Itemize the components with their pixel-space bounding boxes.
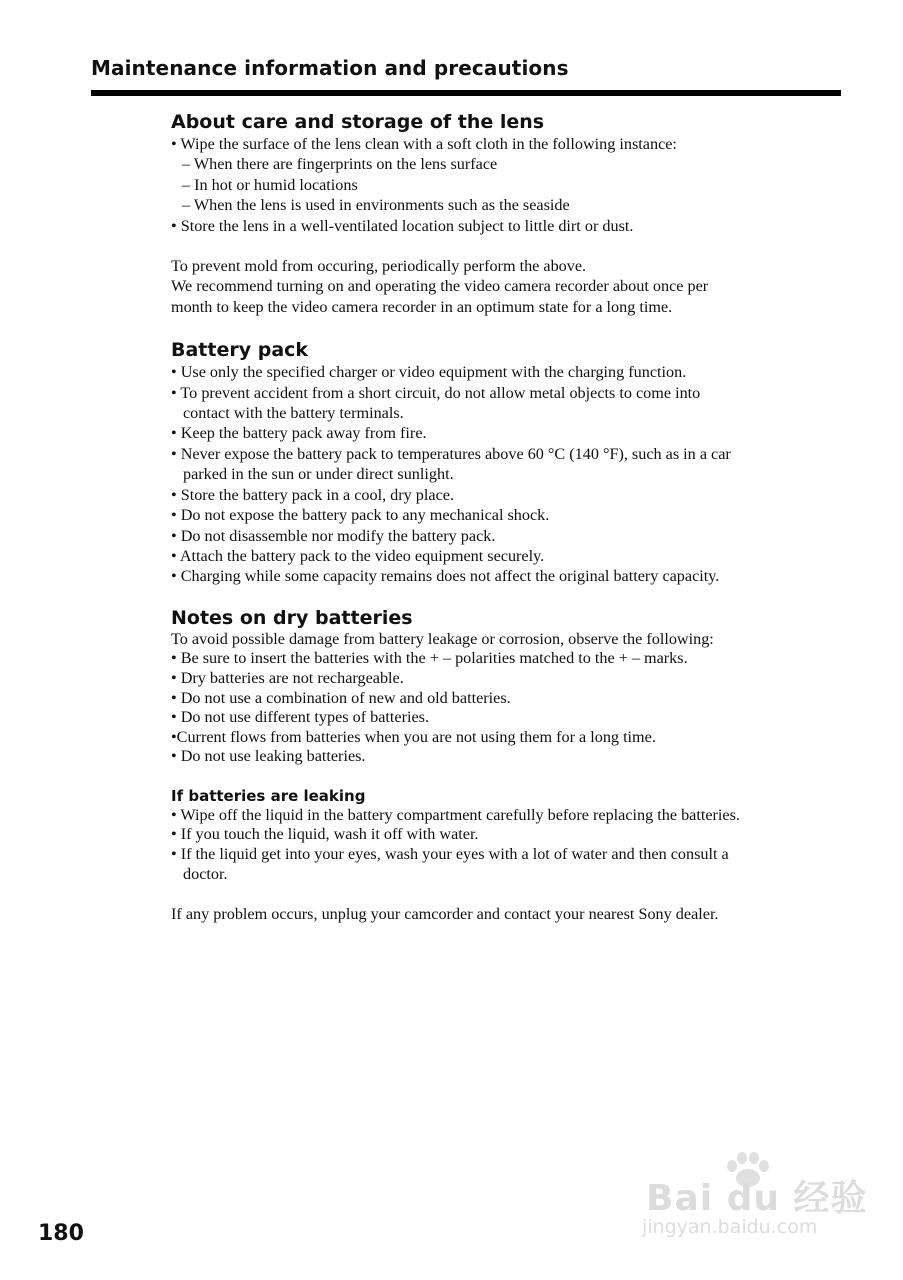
lens-heading: About care and storage of the lens xyxy=(171,111,545,133)
battery-bullet: • Store the battery pack in a cool, dry place. xyxy=(171,485,454,504)
battery-bullet-continuation: parked in the sun or under direct sunlight. xyxy=(183,465,454,484)
header-rule xyxy=(91,90,841,96)
closing-note: If any problem occurs, unplug your camcorder and contact your nearest Sony dealer. xyxy=(171,905,719,924)
leaking-bullet: • If the liquid get into your eyes, wash your eyes with a lot of water and then consult a xyxy=(171,845,729,864)
dry-batteries-bullet: • Do not use leaking batteries. xyxy=(171,747,366,766)
battery-bullet: • Use only the specified charger or video equipment with the charging function. xyxy=(171,363,687,382)
page-content xyxy=(171,110,851,925)
dry-batteries-bullet: • Do not use a combination of new and old batteries. xyxy=(171,688,511,707)
battery-bullet: • Charging while some capacity remains does not affect the original battery capacity. xyxy=(171,567,720,586)
section-leaking xyxy=(171,787,851,925)
lens-bullet: • Store the lens in a well-ventilated location subject to little dirt or dust. xyxy=(171,216,634,235)
battery-heading: Battery pack xyxy=(171,339,309,362)
dry-batteries-heading: Notes on dry batteries xyxy=(171,606,413,629)
battery-bullet: • Keep the battery pack away from fire. xyxy=(171,424,427,443)
battery-bullet: • To prevent accident from a short circuit, do not allow metal objects to come into xyxy=(171,383,701,402)
section-battery-pack xyxy=(171,338,851,586)
leaking-bullet-continuation: doctor. xyxy=(183,864,228,883)
page-header-title: Maintenance information and precautions xyxy=(91,56,569,80)
baidu-watermark xyxy=(640,1150,868,1250)
section-lens xyxy=(171,110,851,317)
dry-batteries-bullet: • Dry batteries are not rechargeable. xyxy=(171,668,404,687)
leaking-heading: If batteries are leaking xyxy=(171,786,366,805)
dry-batteries-bullet: • Be sure to insert the batteries with the + – polarities matched to the + – marks. xyxy=(171,649,688,668)
battery-bullet: • Attach the battery pack to the video equipment securely. xyxy=(171,546,545,565)
leaking-bullet: • Wipe off the liquid in the battery compartment carefully before replacing the batteries. xyxy=(171,805,740,824)
lens-subitem: – In hot or humid locations xyxy=(182,175,358,194)
dry-batteries-bullet: •Current flows from batteries when you are not using them for a long time. xyxy=(171,727,656,746)
battery-bullet-continuation: contact with the battery terminals. xyxy=(183,404,404,423)
lens-subitem: – When there are fingerprints on the lens surface xyxy=(182,155,498,174)
watermark-url: jingyan.baidu.com xyxy=(642,1216,818,1238)
leaking-bullet: • If you touch the liquid, wash it off with water. xyxy=(171,825,479,844)
spacer xyxy=(171,236,851,256)
section-dry-batteries xyxy=(171,606,851,767)
watermark-brand: Bai du 经验 xyxy=(646,1178,868,1219)
lens-paragraph: We recommend turning on and operating the video camera recorder about once per xyxy=(171,277,709,296)
battery-bullet: • Never expose the battery pack to temperatures above 60 °C (140 °F), such as in a car xyxy=(171,444,731,463)
page-number: 180 xyxy=(38,1221,84,1246)
lens-bullet: • Wipe the surface of the lens clean with a soft cloth in the following instance: xyxy=(171,135,677,153)
lens-subitem: – When the lens is used in environments such as the seaside xyxy=(182,196,570,215)
battery-bullet: • Do not disassemble nor modify the battery pack. xyxy=(171,526,496,545)
spacer xyxy=(171,884,851,904)
lens-paragraph: month to keep the video camera recorder in an optimum state for a long time. xyxy=(171,297,673,316)
battery-bullet: • Do not expose the battery pack to any mechanical shock. xyxy=(171,506,550,525)
dry-batteries-intro: To avoid possible damage from battery leakage or corrosion, observe the following: xyxy=(171,629,714,648)
lens-paragraph: To prevent mold from occuring, periodically perform the above. xyxy=(171,257,587,276)
dry-batteries-bullet: • Do not use different types of batteries. xyxy=(171,708,430,727)
